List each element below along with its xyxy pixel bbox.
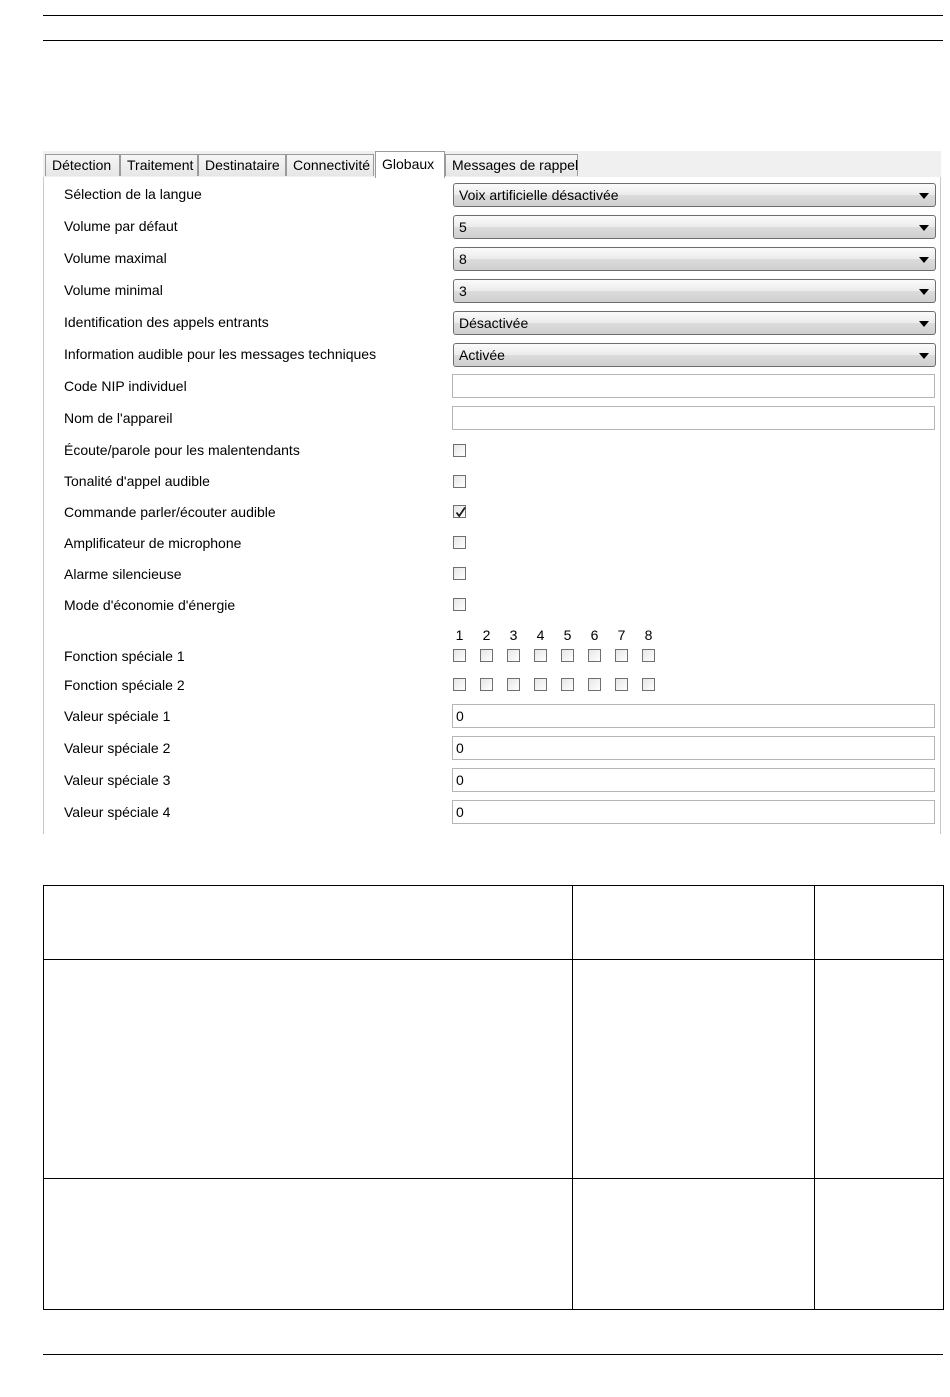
special-value-4-label: Valeur spéciale 4 [64, 804, 171, 820]
special-function-1-checkbox[interactable] [453, 649, 466, 662]
default-volume-label: Volume par défaut [64, 218, 178, 234]
min-volume-select[interactable] [453, 279, 936, 303]
table-cell [815, 886, 944, 960]
caller-id-select[interactable] [453, 311, 936, 335]
special-function-1-checkbox[interactable] [615, 649, 628, 662]
power-save-checkbox[interactable] [453, 598, 466, 611]
dropdown-arrow-icon [919, 321, 929, 327]
tab-traitement[interactable]: Traitement [120, 154, 198, 176]
special-function-2-checkbox[interactable] [534, 678, 547, 691]
column-number: 4 [536, 627, 545, 643]
language-select[interactable] [453, 183, 936, 207]
table-cell [815, 960, 944, 1179]
audible-info-label: Information audible pour les messages techniques [64, 346, 377, 362]
hearing-checkbox[interactable] [453, 444, 466, 457]
hearing-label: Écoute/parole pour les malentendants [64, 442, 300, 458]
silent-alarm-checkbox[interactable] [453, 567, 466, 580]
special-function-2-checkbox[interactable] [642, 678, 655, 691]
special-function-1-checkbox[interactable] [561, 649, 574, 662]
max-volume-value: 8 [459, 251, 467, 267]
special-function-1-label: Fonction spéciale 1 [64, 648, 185, 664]
tab-detection[interactable]: Détection [45, 154, 120, 176]
column-number: 2 [482, 627, 491, 643]
special-function-2-checkbox[interactable] [615, 678, 628, 691]
special-function-1-checkbox[interactable] [642, 649, 655, 662]
column-number: 5 [563, 627, 572, 643]
min-volume-label: Volume minimal [64, 282, 163, 298]
top-rule-1 [43, 15, 943, 16]
caller-id-value: Désactivée [459, 315, 529, 331]
special-function-2-label: Fonction spéciale 2 [64, 677, 185, 693]
checkmark-icon [454, 505, 467, 519]
max-volume-label: Volume maximal [64, 250, 167, 266]
dropdown-arrow-icon [919, 225, 929, 231]
document-table [43, 885, 944, 1310]
tab-destinataire[interactable]: Destinataire [198, 154, 286, 176]
language-select-value: Voix artificielle désactivée [459, 187, 619, 203]
talk-listen-label: Commande parler/écouter audible [64, 504, 276, 520]
special-value-1-input[interactable]: 0 [452, 704, 935, 728]
special-function-2-checkbox[interactable] [453, 678, 466, 691]
dropdown-arrow-icon [919, 193, 929, 199]
table-cell [573, 886, 815, 960]
special-function-1-checkbox[interactable] [480, 649, 493, 662]
tab-messages-de-rappel[interactable]: Messages de rappel [445, 154, 578, 176]
power-save-label: Mode d'économie d'énergie [64, 597, 236, 613]
column-number: 8 [644, 627, 653, 643]
special-function-2-checkbox[interactable] [588, 678, 601, 691]
min-volume-value: 3 [459, 283, 467, 299]
tab-strip [43, 151, 941, 177]
top-rule-2 [43, 40, 943, 41]
special-value-2-input[interactable]: 0 [452, 736, 935, 760]
column-number: 3 [509, 627, 518, 643]
table-cell [44, 960, 573, 1179]
mic-amp-checkbox[interactable] [453, 536, 466, 549]
special-function-1-checkbox[interactable] [507, 649, 520, 662]
tab-globaux[interactable]: Globaux [375, 151, 445, 178]
column-number: 7 [617, 627, 626, 643]
pin-label: Code NIP individuel [64, 378, 187, 394]
special-function-2-checkbox[interactable] [480, 678, 493, 691]
special-value-3-label: Valeur spéciale 3 [64, 772, 171, 788]
table-cell [573, 1179, 815, 1310]
table-cell [44, 886, 573, 960]
table-row [44, 1179, 944, 1310]
ringtone-label: Tonalité d'appel audible [64, 473, 210, 489]
table-cell [815, 1179, 944, 1310]
special-value-4-input[interactable]: 0 [452, 800, 935, 824]
device-name-input[interactable] [452, 406, 935, 430]
language-label: Sélection de la langue [64, 186, 202, 202]
special-function-2-checkbox[interactable] [561, 678, 574, 691]
tab-connectivite[interactable]: Connectivité [286, 154, 374, 176]
mic-amp-label: Amplificateur de microphone [64, 535, 242, 551]
table-row [44, 960, 944, 1179]
table-cell [44, 1179, 573, 1310]
default-volume-value: 5 [459, 219, 467, 235]
special-value-3-input[interactable]: 0 [452, 768, 935, 792]
column-number: 6 [590, 627, 599, 643]
pin-input[interactable] [452, 374, 935, 398]
caller-id-label: Identification des appels entrants [64, 314, 269, 330]
dropdown-arrow-icon [919, 289, 929, 295]
table-row [44, 886, 944, 960]
column-number: 1 [455, 627, 464, 643]
bottom-rule [43, 1354, 943, 1355]
table-cell [573, 960, 815, 1179]
special-value-1-label: Valeur spéciale 1 [64, 708, 171, 724]
max-volume-select[interactable] [453, 247, 936, 271]
default-volume-select[interactable] [453, 215, 936, 239]
special-value-2-label: Valeur spéciale 2 [64, 740, 171, 756]
special-function-1-checkbox[interactable] [534, 649, 547, 662]
dropdown-arrow-icon [919, 257, 929, 263]
talk-listen-checkbox[interactable] [453, 505, 466, 518]
device-name-label: Nom de l'appareil [64, 410, 173, 426]
audible-info-value: Activée [459, 347, 505, 363]
silent-alarm-label: Alarme silencieuse [64, 566, 182, 582]
special-function-1-checkbox[interactable] [588, 649, 601, 662]
special-function-2-checkbox[interactable] [507, 678, 520, 691]
audible-info-select[interactable] [453, 343, 936, 367]
dropdown-arrow-icon [919, 353, 929, 359]
ringtone-checkbox[interactable] [453, 475, 466, 488]
